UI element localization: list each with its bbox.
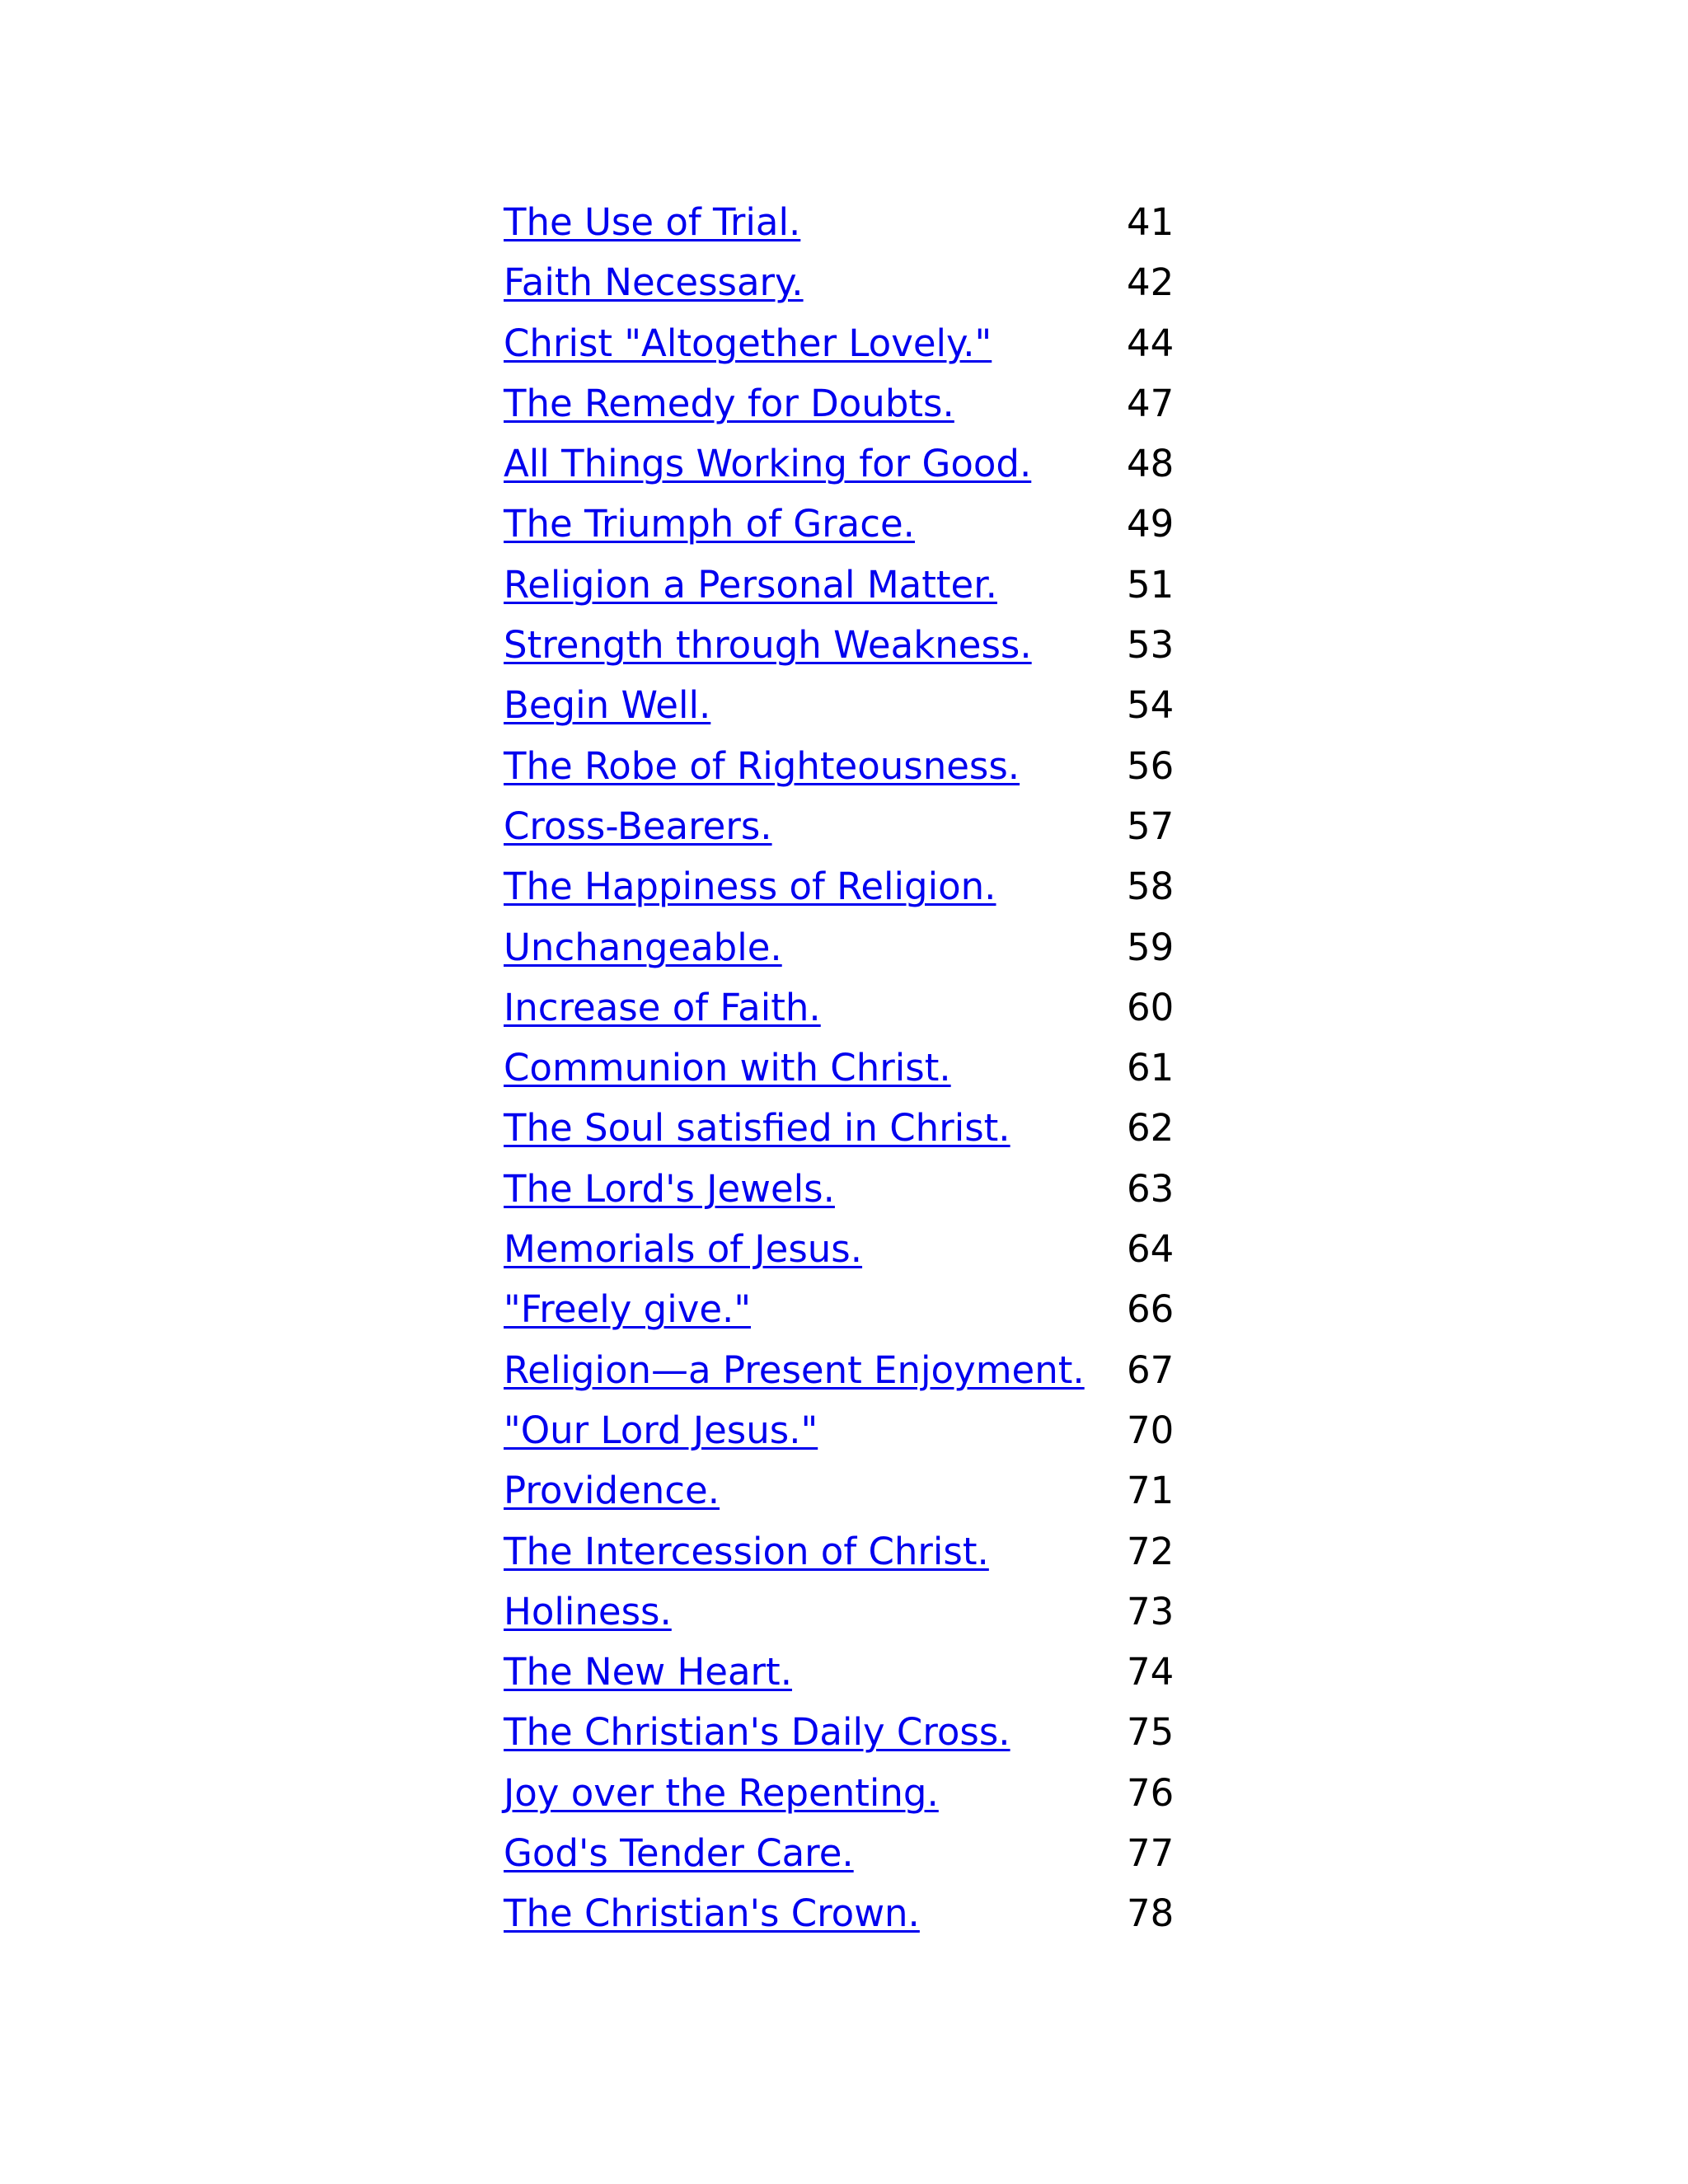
toc-entry [504, 1282, 1179, 1343]
toc-page-number: 78 [1127, 1891, 1175, 1936]
toc-page-number: 41 [1127, 200, 1175, 244]
toc-link[interactable]: Faith Necessary. [504, 260, 804, 305]
toc-page-number: 76 [1127, 1770, 1175, 1815]
toc-link[interactable]: "Our Lord Jesus." [504, 1408, 818, 1452]
toc-page-number: 72 [1127, 1529, 1175, 1573]
toc-page-number: 71 [1127, 1469, 1175, 1513]
toc-link[interactable]: Religion—a Present Enjoyment. [504, 1347, 1085, 1392]
toc-page-number: 42 [1127, 260, 1175, 305]
toc-entry [504, 739, 1179, 799]
toc-link[interactable]: The Use of Trial. [504, 200, 801, 244]
toc-link[interactable]: The Robe of Righteousness. [504, 743, 1020, 788]
toc-link[interactable]: "Freely give." [504, 1287, 752, 1332]
toc-entry [504, 1645, 1179, 1705]
toc-page-number: 48 [1127, 442, 1175, 486]
toc-page-number: 62 [1127, 1106, 1175, 1151]
toc-link[interactable]: The New Heart. [504, 1650, 793, 1694]
toc-link[interactable]: Strength through Weakness. [504, 623, 1032, 668]
toc-page-number: 67 [1127, 1347, 1175, 1392]
toc-page-number: 70 [1127, 1408, 1175, 1452]
toc-entry [504, 1766, 1179, 1826]
toc-link[interactable]: Memorials of Jesus. [504, 1227, 863, 1272]
toc-entry [504, 981, 1179, 1041]
toc-entry [504, 377, 1179, 437]
toc-page-number: 47 [1127, 381, 1175, 425]
table-of-contents [504, 195, 1179, 1947]
toc-link[interactable]: Providence. [504, 1469, 720, 1513]
toc-page-number: 44 [1127, 321, 1175, 365]
toc-link[interactable]: Holiness. [504, 1589, 672, 1633]
toc-entry [504, 1404, 1179, 1464]
toc-entry [504, 678, 1179, 738]
toc-entry [504, 437, 1179, 497]
toc-link[interactable]: The Remedy for Doubts. [504, 381, 954, 425]
toc-page-number: 77 [1127, 1831, 1175, 1876]
toc-link[interactable]: The Happiness of Religion. [504, 865, 996, 909]
toc-link[interactable]: The Lord's Jewels. [504, 1166, 835, 1211]
toc-entry [504, 921, 1179, 981]
toc-entry [504, 1162, 1179, 1222]
toc-page-number: 57 [1127, 804, 1175, 848]
toc-page-number: 54 [1127, 683, 1175, 728]
toc-entry [504, 1826, 1179, 1886]
toc-link[interactable]: Unchangeable. [504, 925, 782, 969]
toc-page-number: 73 [1127, 1589, 1175, 1633]
toc-entry [504, 618, 1179, 678]
toc-link[interactable]: Communion with Christ. [504, 1046, 951, 1090]
toc-link[interactable]: The Christian's Daily Cross. [504, 1710, 1010, 1755]
toc-entry [504, 1041, 1179, 1101]
toc-entry [504, 799, 1179, 860]
toc-link[interactable]: The Triumph of Grace. [504, 502, 915, 546]
toc-link[interactable]: Increase of Faith. [504, 985, 821, 1029]
toc-page-number: 61 [1127, 1046, 1175, 1090]
toc-link[interactable]: The Christian's Crown. [504, 1891, 920, 1936]
toc-page-number: 63 [1127, 1166, 1175, 1211]
toc-entry [504, 860, 1179, 920]
toc-page-number: 59 [1127, 925, 1175, 969]
toc-link[interactable]: The Intercession of Christ. [504, 1529, 989, 1573]
toc-link[interactable]: Joy over the Repenting. [504, 1770, 939, 1815]
toc-page-number: 56 [1127, 743, 1175, 788]
toc-entry [504, 1101, 1179, 1161]
toc-entry [504, 558, 1179, 618]
toc-entry [504, 1525, 1179, 1585]
toc-entry [504, 497, 1179, 557]
toc-entry [504, 1343, 1179, 1404]
toc-entry [504, 1222, 1179, 1282]
toc-entry [504, 1705, 1179, 1765]
toc-page-number: 66 [1127, 1287, 1175, 1332]
toc-page-number: 51 [1127, 562, 1175, 607]
toc-link[interactable]: The Soul satisfied in Christ. [504, 1106, 1010, 1151]
toc-page-number: 60 [1127, 985, 1175, 1029]
toc-link[interactable]: Religion a Personal Matter. [504, 562, 997, 607]
toc-link[interactable]: Cross-Bearers. [504, 804, 772, 848]
toc-link[interactable]: Begin Well. [504, 683, 711, 728]
toc-link[interactable]: Christ "Altogether Lovely." [504, 321, 992, 365]
toc-entry [504, 1464, 1179, 1524]
toc-page-number: 74 [1127, 1650, 1175, 1694]
toc-link[interactable]: All Things Working for Good. [504, 442, 1032, 486]
toc-link[interactable]: God's Tender Care. [504, 1831, 854, 1876]
toc-entry [504, 195, 1179, 255]
toc-entry [504, 255, 1179, 316]
toc-page-number: 53 [1127, 623, 1175, 668]
toc-entry [504, 316, 1179, 377]
toc-page-number: 49 [1127, 502, 1175, 546]
toc-page-number: 58 [1127, 865, 1175, 909]
toc-page-number: 64 [1127, 1227, 1175, 1272]
toc-entry [504, 1886, 1179, 1947]
toc-page-number: 75 [1127, 1710, 1175, 1755]
toc-entry [504, 1585, 1179, 1645]
